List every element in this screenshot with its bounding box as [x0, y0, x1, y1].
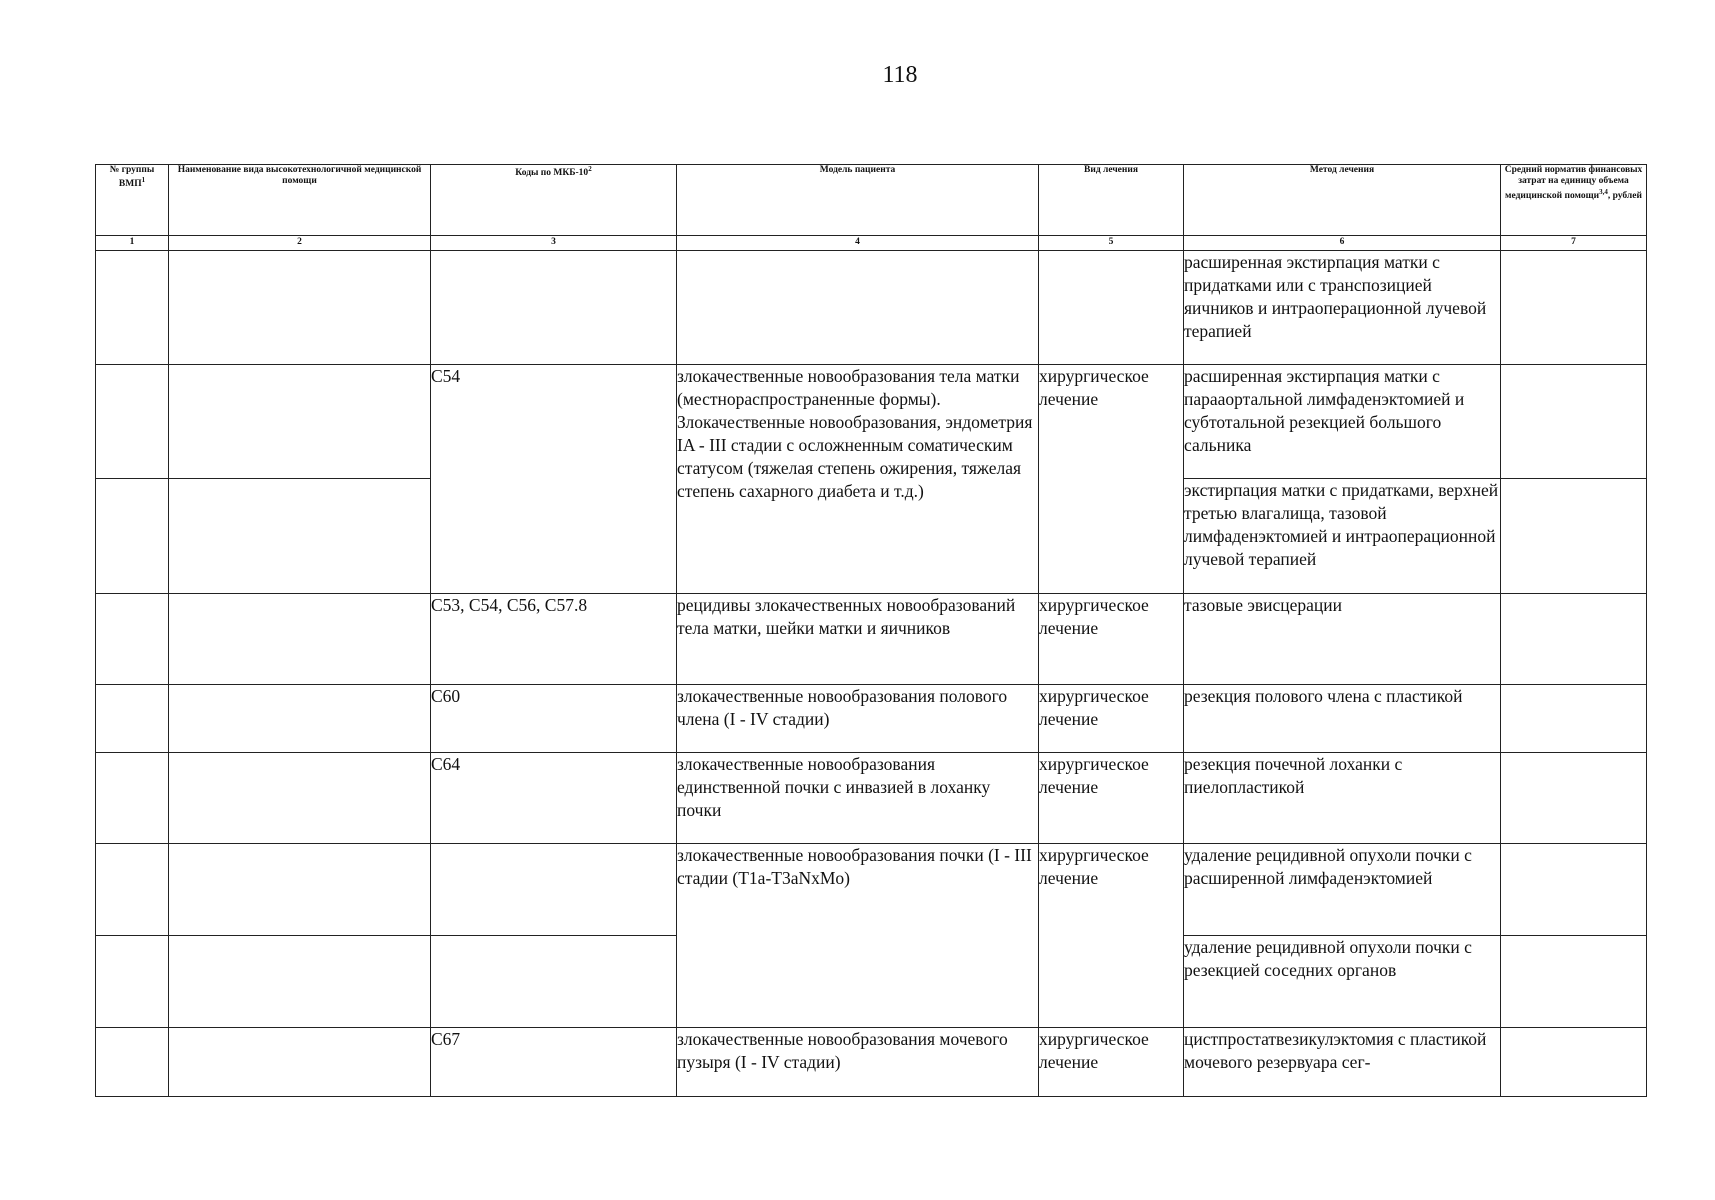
group-number-cell	[96, 685, 169, 753]
vmp-name-cell	[169, 844, 431, 936]
treatment-type-cell: хирургическое лечение	[1039, 1028, 1184, 1097]
treatment-method-cell: экстирпация матки с придатками, верхней третью влагалища, тазовой лимфаденэктомией и интраоперационной лучевой терапией	[1184, 479, 1501, 594]
patient-model-cell: рецидивы злокачественных новообразований тела матки, шейки матки и яичников	[677, 594, 1039, 685]
vmp-name-cell	[169, 479, 431, 594]
header-patient-model: Модель пациента	[677, 165, 1039, 236]
group-number-cell	[96, 936, 169, 1028]
group-number-cell	[96, 251, 169, 365]
column-number: 1	[96, 236, 169, 251]
vmp-name-cell	[169, 365, 431, 479]
column-number: 5	[1039, 236, 1184, 251]
treatment-method-cell: расширенная экстирпация матки с придатками или с транспозицией яичников и интраоперационной лучевой терапией	[1184, 251, 1501, 365]
vmp-name-cell	[169, 753, 431, 844]
cost-norm-cell	[1501, 251, 1647, 365]
treatment-method-cell: резекция полового члена с пластикой	[1184, 685, 1501, 753]
group-number-cell	[96, 753, 169, 844]
treatment-type-cell: хирургическое лечение	[1039, 685, 1184, 753]
table-row	[96, 685, 1647, 753]
page-number: 118	[882, 62, 918, 88]
treatment-type-cell: хирургическое лечение	[1039, 594, 1184, 685]
table-row	[96, 753, 1647, 844]
column-number: 4	[677, 236, 1039, 251]
mkb-code-cell: C53, C54, C56, C57.8	[431, 594, 677, 685]
treatment-type-cell	[1039, 251, 1184, 365]
mkb-code-cell	[431, 251, 677, 365]
vmp-name-cell	[169, 685, 431, 753]
cost-norm-cell	[1501, 844, 1647, 936]
header-group-number: № группы ВМП$^1$	[96, 165, 169, 236]
mkb-code-cell: C54	[431, 365, 677, 594]
cost-norm-cell	[1501, 753, 1647, 844]
header-vmp-name: Наименование вида высокотехнологичной медицинской помощи	[169, 165, 431, 236]
header-cost-norm: Средний норматив финансовых затрат на единицу объема медицинской помощи$^{3,4}$, рублей	[1501, 165, 1647, 236]
mkb-code-cell: C67	[431, 1028, 677, 1097]
treatment-method-cell: тазовые эвисцерации	[1184, 594, 1501, 685]
table-row	[96, 1028, 1647, 1097]
column-number: 6	[1184, 236, 1501, 251]
cost-norm-cell	[1501, 685, 1647, 753]
group-number-cell	[96, 844, 169, 936]
mkb-code-cell	[431, 936, 677, 1028]
patient-model-cell: злокачественные новообразования почки (I - III стадии (T1a-T3aNxMo)	[677, 844, 1039, 1028]
treatment-method-cell: удаление рецидивной опухоли почки с резекцией соседних органов	[1184, 936, 1501, 1028]
patient-model-cell: злокачественные новообразования мочевого пузыря (I - IV стадии)	[677, 1028, 1039, 1097]
vmp-name-cell	[169, 1028, 431, 1097]
cost-norm-cell	[1501, 936, 1647, 1028]
treatment-method-cell: резекция почечной лоханки с пиелопластикой	[1184, 753, 1501, 844]
treatment-type-cell: хирургическое лечение	[1039, 365, 1184, 594]
table-row	[96, 251, 1647, 365]
group-number-cell	[96, 1028, 169, 1097]
header-row	[96, 165, 1647, 236]
cost-norm-cell	[1501, 365, 1647, 479]
treatment-method-cell: цистпростатвезикулэктомия с пластикой мочевого резервуара сег-	[1184, 1028, 1501, 1097]
table-row	[96, 844, 1647, 936]
patient-model-cell	[677, 251, 1039, 365]
cost-norm-cell	[1501, 1028, 1647, 1097]
column-number: 7	[1501, 236, 1647, 251]
vmp-table	[95, 164, 1647, 1097]
column-number: 2	[169, 236, 431, 251]
group-number-cell	[96, 365, 169, 479]
header-treatment-method: Метод лечения	[1184, 165, 1501, 236]
header-treatment-type: Вид лечения	[1039, 165, 1184, 236]
treatment-type-cell: хирургическое лечение	[1039, 844, 1184, 1028]
mkb-code-cell: C64	[431, 753, 677, 844]
group-number-cell	[96, 479, 169, 594]
patient-model-cell: злокачественные новообразования тела матки (местнораспространенные формы). Злокачественные новообразования, эндометрия IA - III стадии с осложненным соматическим статусом (тяжелая степень ожирения, тяжелая степень сахарного диабета и т.д.)	[677, 365, 1039, 594]
treatment-method-cell: расширенная экстирпация матки с парааортальной лимфаденэктомией и субтотальной резекцией большого сальника	[1184, 365, 1501, 479]
treatment-type-cell: хирургическое лечение	[1039, 753, 1184, 844]
patient-model-cell: злокачественные новообразования единственной почки с инвазией в лоханку почки	[677, 753, 1039, 844]
vmp-name-cell	[169, 936, 431, 1028]
patient-model-cell: злокачественные новообразования полового члена (I - IV стадии)	[677, 685, 1039, 753]
column-number: 3	[431, 236, 677, 251]
cost-norm-cell	[1501, 479, 1647, 594]
vmp-name-cell	[169, 594, 431, 685]
mkb-code-cell: C60	[431, 685, 677, 753]
table-row	[96, 594, 1647, 685]
table-row	[96, 365, 1647, 479]
treatment-method-cell: удаление рецидивной опухоли почки с расширенной лимфаденэктомией	[1184, 844, 1501, 936]
header-mkb-codes: Коды по МКБ-$10^2$	[431, 165, 677, 236]
column-number-row	[96, 236, 1647, 251]
vmp-name-cell	[169, 251, 431, 365]
mkb-code-cell	[431, 844, 677, 936]
cost-norm-cell	[1501, 594, 1647, 685]
group-number-cell	[96, 594, 169, 685]
